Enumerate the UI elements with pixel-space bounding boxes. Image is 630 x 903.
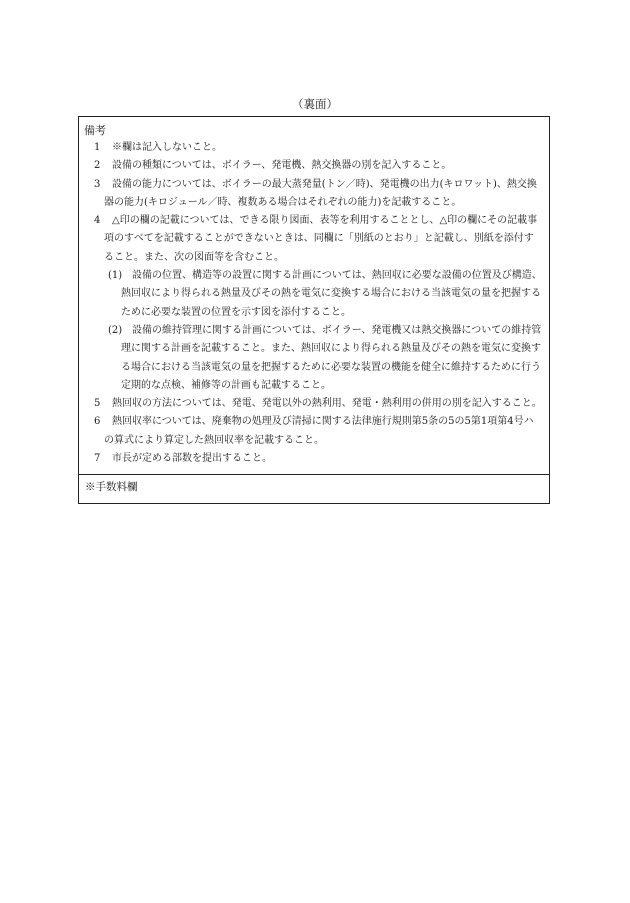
note-text: △印の欄の記載については、できる限り図面、表等を利用することとし、△印の欄にその記載事項のすべてを記載することができないときは、同欄に「別紙のとおり」と記載し、別紙を添付すること。また、次の図面等を含むこと。 bbox=[104, 215, 538, 263]
note-item-6 bbox=[84, 413, 543, 450]
note-text: 設備の種類については、ボイラー、発電機、熱交換器の別を記入すること。 bbox=[112, 160, 452, 172]
note-number: 3 bbox=[94, 178, 101, 190]
remarks-heading: 備考 bbox=[84, 124, 106, 137]
fee-label: ※手数料欄 bbox=[85, 481, 138, 494]
note-item-3 bbox=[84, 176, 543, 213]
note-subnumber: (1) bbox=[108, 270, 123, 282]
note-text: ※欄は記入しないこと。 bbox=[112, 142, 222, 153]
fee-cell bbox=[79, 475, 549, 503]
page-title: （裏面） bbox=[292, 97, 338, 111]
note-number: 7 bbox=[94, 453, 101, 465]
note-item-2 bbox=[84, 157, 543, 175]
note-number: 1 bbox=[94, 142, 101, 153]
note-subtext: 設備の維持管理に関する計画については、ボイラー、発電機又は熱交換器についての維持管理に関する計画を記載すること。また、熱回収により得られる熱量及びその熱を電気に変換する場合における当該電気の量を把握するために必要な装置の機能を健全に維持するために行う定期的な点検、補修等の計画も記載すること。 bbox=[121, 324, 542, 391]
remarks-table bbox=[78, 116, 550, 504]
note-subitem-2 bbox=[84, 322, 543, 395]
note-text: 市長が定める部数を提出すること。 bbox=[112, 453, 272, 465]
note-text: 熱回収率については、廃棄物の処理及び清掃に関する法律施行規則第5条の5の5第1項第4号ハの算式により算定した熱回収率を記載すること。 bbox=[104, 416, 534, 446]
note-item-5 bbox=[84, 395, 543, 413]
note-item-4 bbox=[84, 212, 543, 267]
note-number: 6 bbox=[94, 416, 101, 428]
note-subtext: 設備の位置、構造等の設置に関する計画については、熱回収に必要な設備の位置及び構造、熱回収により得られる熱量及びその熱を電気に変換する場合における当該電気の量を把握するために必要な装置の位置を示す図を添付すること。 bbox=[121, 270, 542, 318]
remarks-cell bbox=[79, 117, 549, 475]
note-subnumber: (2) bbox=[108, 324, 123, 336]
note-number: 4 bbox=[94, 215, 101, 227]
note-item-7 bbox=[84, 450, 543, 468]
note-number: 5 bbox=[94, 398, 101, 410]
note-text: 熱回収の方法については、発電、発電以外の熱利用、発電・熱利用の併用の別を記入すること。 bbox=[112, 398, 542, 410]
note-text: 設備の能力については、ボイラーの最大蒸発量(トン／時)、発電機の出力(キロワット)、熱交換器の能力(キロジュール／時、複数ある場合はそれぞれの能力)を記載すること。 bbox=[104, 178, 537, 208]
note-number: 2 bbox=[94, 160, 101, 172]
note-item-1 bbox=[84, 139, 543, 157]
note-subitem-1 bbox=[84, 267, 543, 322]
